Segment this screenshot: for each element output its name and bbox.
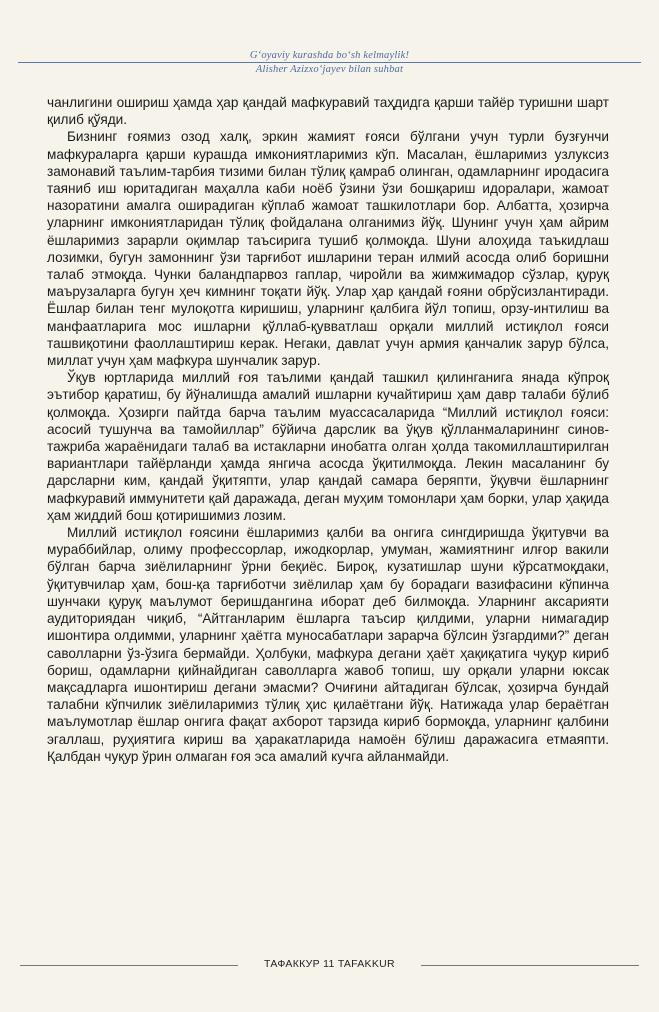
running-header bbox=[0, 50, 659, 82]
header-title: G‘oyaviy kurashda bo‘sh kelmaylik! bbox=[249, 50, 410, 61]
paragraph: Ўқув юртларида миллий ғоя таълими қандай ташкил қилинганига янада кўпроқ эътибор қаратиш, бу йўналишда амалий ишларни кучайтириш ҳам давр талаби бўлиб қолмоқда. Ҳозирги пайтда барча таълим муассасаларида “Миллий истиқлол ғояси: асосий тушунча ва тамойиллар” бўйича дарслик ва ўқув қўлланмаларининг синов-тажриба жараёнидаги талаб ва истакларни инобатга олган ҳолда такомиллаштирилган вариантлари тайёрланди ҳамда янгича асосда ўқитилмоқда. Лекин масаланинг бу дарсларни ким, қандай ўқитяпти, улар қандай самара беряпти, ўқувчи ёшларнинг мафкуравий иммунитети қай даражада, деган муҳим томонлари ҳам борки, улар ҳақида ҳам жиддий бош қотиришимиз лозим. bbox=[47, 370, 609, 523]
page-footer bbox=[20, 956, 639, 974]
header-subtitle: Alisher Azizxo‘jayev bilan suhbat bbox=[255, 64, 404, 75]
paragraph: Миллий истиқлол ғоясини ёшларимиз қалби ва онгига сингдиришда ўқитувчи ва мураббийлар, олиму профессорлар, ижодкорлар, умуман, жамиятнинг илғор вакили бўлган барча зиёлиларнинг ўрни беқиёс. Бироқ, кузатишлар шуни кўрсатмоқдаки, ўқитувчилар ҳам, бош-қа тарғиботчи зиёлилар ҳам бу борадаги вазифасини кўпинча шунчаки қуруқ маълумот беришдангина иборат деб билмоқда. Уларнинг аксарияти аудиториядан чиқиб, “Айтганларим ёшларга таъсир қилдими, уларни нимагадир ишонтира олдимми, уларнинг ҳаётга муносабатлари зарарча бўлсин ўзгардими?” деган саволларни ўз-ўзига бермайди. Ҳолбуки, мафкура дегани ҳаёт ҳақиқатига чуқур кириб бориш, одамларни қийнайдиган саволларга жавоб топиш, шу орқали уларни юксак мақсадларга ишонтириш дегани эмасми? Очиғини айтадиган бўлсак, ҳозирча бундай талабни кўпчилик зиёлиларимиз тўлиқ ҳис қилаётгани йўқ. Натижада улар бераётган маълумотлар ёшлар онгига фақат ахборот тарзида кириб бормоқда, уларнинг қалбини эгаллаш, руҳиятига кириш ва ҳаракатларида намоён бўлиш даражасига етмаяпти. Қалбдан чуқур ўрин олмаган ғоя эса амалий кучга айланмайди. bbox=[47, 525, 609, 764]
article-body bbox=[47, 94, 609, 765]
header-rule bbox=[18, 62, 641, 63]
footer-rule-right bbox=[421, 965, 639, 966]
footer-page-label: ТАФАККУР 11 TAFAKKUR bbox=[264, 958, 395, 970]
paragraph: Бизнинг ғоямиз озод халқ, эркин жамият ғояси бўлгани учун турли бузғунчи мафкураларга қарши курашда имкониятларимиз кўп. Масалан, ёшларимиз узлуксиз замонавий таълим-тарбия тизими билан тўлиқ қамраб олинган, одамларнинг иродасига таяниб иш юритадиган маҳалла каби ноёб ўзини ўзи бошқариш идоралари, жамоат назоратини амалга оширадиган кўплаб жамоат ташкилотлари бор. Албатта, ҳозирча уларнинг имкониятларидан тўлиқ фойдалана олганимиз йўқ. Шунинг учун ҳам айрим ёшларимиз зарарли оқимлар таъсирига тушиб қолмоқда. Шуни алоҳида таъкидлаш лозимки, бугун замоннинг ўзи тарғибот ишларини теран илмий асосда олиб боришни талаб этмоқда. Чунки баландпарвоз гаплар, чиройли ва жимжимадор сўзлар, қуруқ маърузаларга бугун ҳеч кимнинг тоқати йўқ. Улар ҳар қандай ғояни обрўсизлантиради. Ёшлар билан тенг мулоқотга киришиш, уларнинг қалбига йўл топиш, орзу-интилиш ва манфаатларига мос ишларни қўллаб-қувватлаш орқали миллий истиқлол ғояси ташвиқотини фаоллаштириш керак. Негаки, давлат учун армия қанчалик зарур бўлса, миллат учун ҳам мафкура шунчалик зарур. bbox=[47, 129, 609, 369]
paragraph-continuation: чанлигини ошириш ҳамда ҳар қандай мафкуравий таҳдидга қарши тайёр туришни шарт қилиб қўяди. bbox=[47, 95, 609, 128]
